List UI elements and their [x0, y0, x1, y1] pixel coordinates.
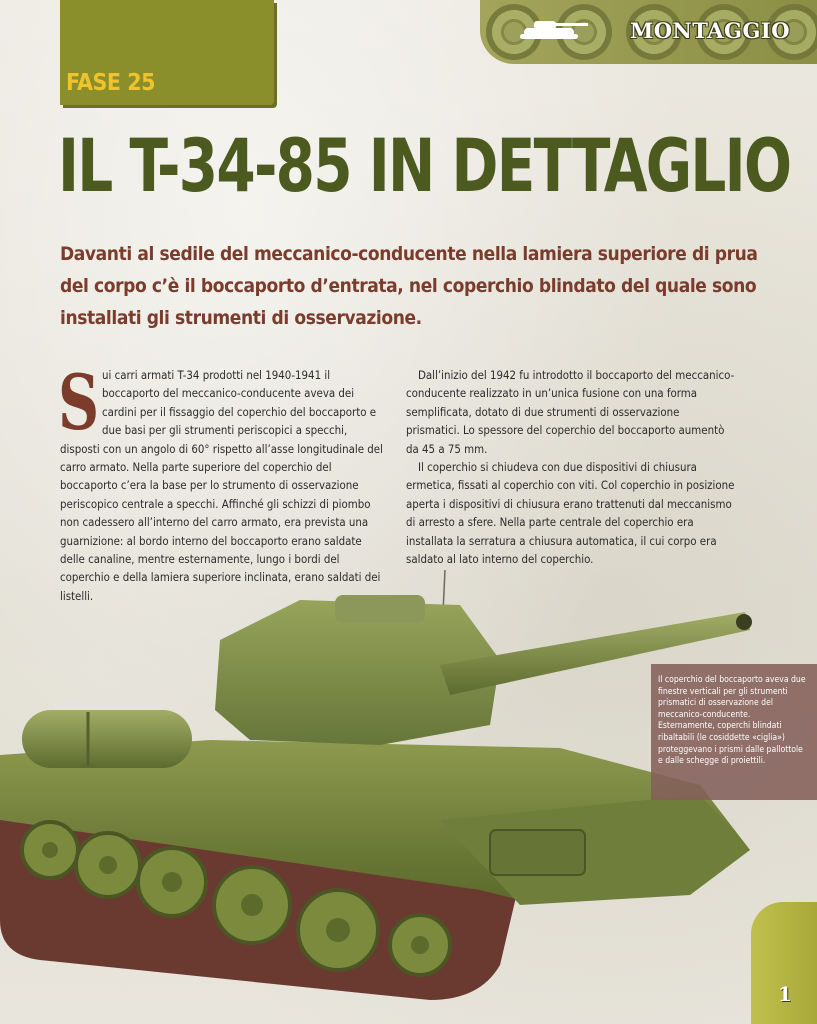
- page-title: IL T-34-85 IN DETTAGLIO: [58, 124, 791, 209]
- tank-silhouette-icon: [520, 14, 592, 42]
- section-label: MONTAGGIO: [630, 18, 790, 43]
- paragraph-text: ui carri armati T-34 prodotti nel 1940-1941 il boccaporto del meccanico-conducente aveva dei cardini per il fissaggio del coperchio del boccaporto e due basi per gli strumenti periscopici a specchi, disposti con un angolo di 60° rispetto all’asse longitudinale del carro armato. Nella parte superiore del coperchio del boccaporto c’era la base per lo strumento di osservazione periscopico centrale a specchi. Affinché gli schizzi di piombo non cadessero all’interno del carro armato, era prevista una guarnizione: al bordo interno del boccaporto erano saldate delle canaline, mentre esternamente, lungo i bordi del coperchio e della lamiera superiore inclinata, erano saldati dei listelli.: [60, 368, 383, 603]
- article-paragraph: Il coperchio si chiudeva con due dispositivi di chiusura ermetica, fissati al coperchio con viti. Col coperchio in posizione aperta i dispositivi di chiusura erano trattenuti dal meccanismo di arresto a sfere. Nella parte centrale del coperchio era installata la serratura a chiusura automatica, il cui corpo era saldato al lato interno del coperchio.: [406, 460, 735, 567]
- fase-label: FASE 25: [66, 70, 156, 96]
- drop-cap: S: [58, 358, 100, 447]
- tank-model-photo: [0, 560, 760, 1020]
- article-column-right: [406, 366, 736, 568]
- article-subtitle: Davanti al sedile del meccanico-conducente nella lamiera superiore di prua del corpo c’è il boccaporto d’entrata, nel coperchio blindato del quale sono installati gli strumenti di osservazione.: [60, 243, 758, 329]
- page-number: 1: [778, 982, 792, 1006]
- photo-caption: Il coperchio del boccaporto aveva due finestre verticali per gli strumenti prismatici di osservazione del meccanico-conducente. Esternamente, coperchi blindati ribaltabili (le cosiddette «ciglia») proteggevano i prismi dalle pallottole e dalle schegge di proiettili.: [658, 675, 806, 767]
- article-paragraph: Dall’inizio del 1942 fu introdotto il boccaporto del meccanico-conducente realizzato in un’unica fusione con una forma semplificata, dotato di due strumenti di osservazione prismatici. Lo spessore del coperchio del boccaporto aumentò da 45 a 75 mm.: [406, 368, 735, 456]
